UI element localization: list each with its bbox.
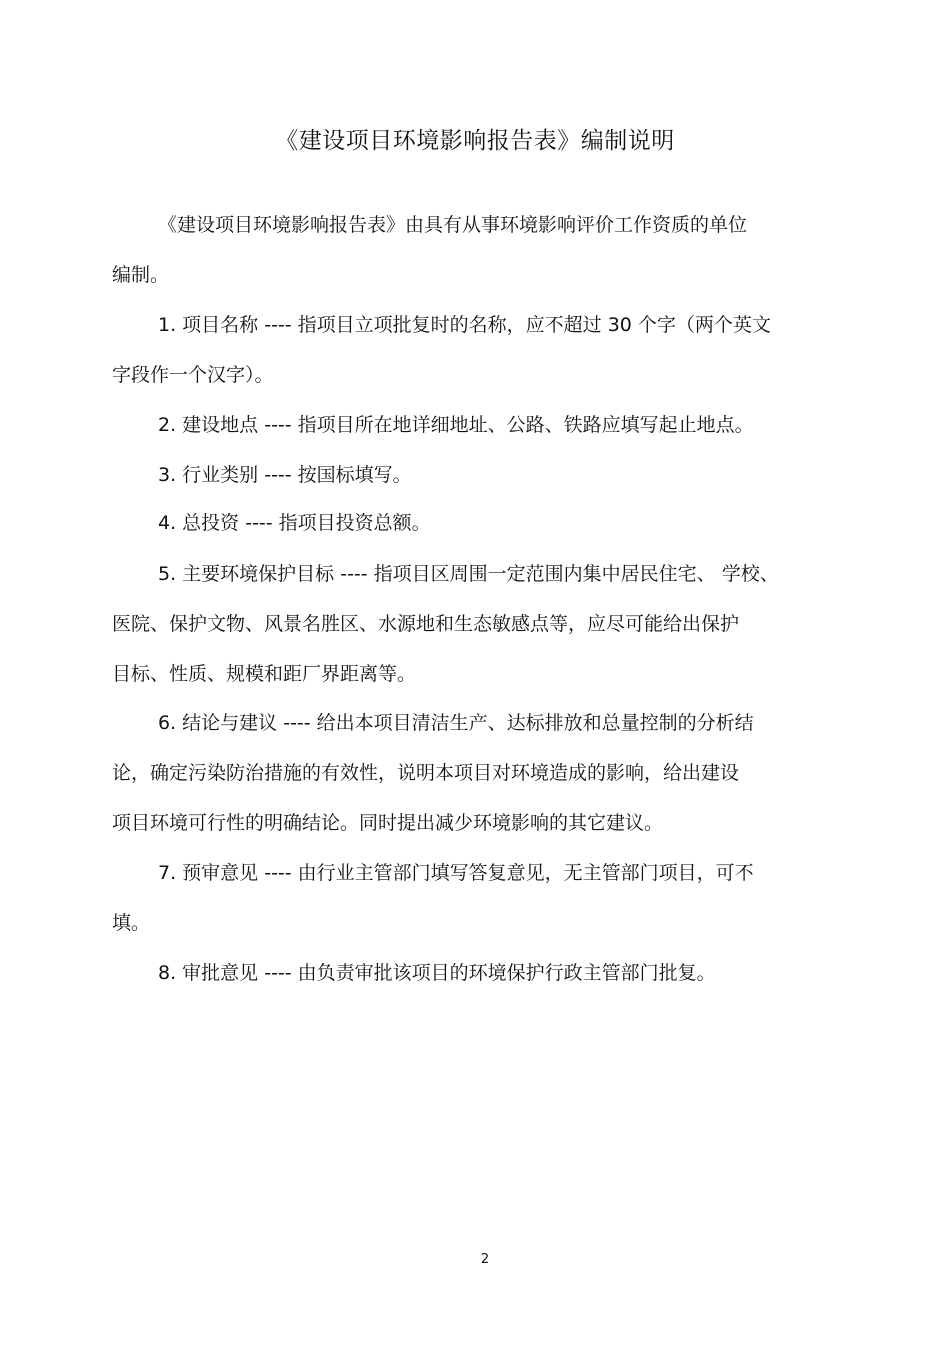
item-3-line: 3. 行业类别 ---- 按国标填写。 xyxy=(158,464,412,486)
item-5-line-3: 目标、性质、规模和距厂界距离等。 xyxy=(112,663,417,685)
item-2-line: 2. 建设地点 ---- 指项目所在地详细地址、公路、铁路应填写起止地点。 xyxy=(158,414,754,436)
page-number: 2 xyxy=(480,1252,490,1267)
item-7-line-2: 填。 xyxy=(112,912,151,934)
intro-line-1: 《建设项目环境影响报告表》由具有从事环境影响评价工作资质的单位 xyxy=(158,214,748,236)
item-5-line-1: 5. 主要环境保护目标 ---- 指项目区周围一定范围内集中居民住宅、 学校、 xyxy=(158,563,779,585)
item-6-line-2: 论，确定污染防治措施的有效性，说明本项目对环境造成的影响，给出建设 xyxy=(112,762,740,784)
item-1-line-1: 1. 项目名称 ---- 指项目立项批复时的名称，应不超过 30 个字（两个英文 xyxy=(158,314,771,336)
item-1-line-2: 字段作一个汉字）。 xyxy=(112,364,274,386)
item-6-line-1: 6. 结论与建议 ---- 给出本项目清洁生产、达标排放和总量控制的分析结 xyxy=(158,712,754,734)
item-5-line-2: 医院、保护文物、风景名胜区、水源地和生态敏感点等，应尽可能给出保护 xyxy=(112,613,740,635)
item-4-line: 4. 总投资 ---- 指项目投资总额。 xyxy=(158,512,431,534)
intro-line-2: 编制。 xyxy=(112,264,170,286)
item-7-line-1: 7. 预审意见 ---- 由行业主管部门填写答复意见，无主管部门项目，可不 xyxy=(158,862,754,884)
document-title: 《建设项目环境影响报告表》编制说明 xyxy=(275,128,675,154)
item-6-line-3: 项目环境可行性的明确结论。同时提出减少环境影响的其它建议。 xyxy=(112,812,664,834)
item-8-line: 8. 审批意见 ---- 由负责审批该项目的环境保护行政主管部门批复。 xyxy=(158,962,716,984)
